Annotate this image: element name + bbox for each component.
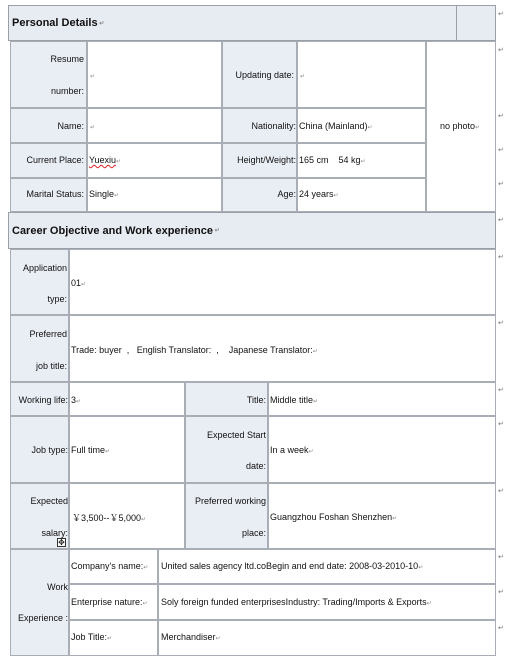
resume-label-line2: number:	[50, 86, 84, 96]
working-life-value-cell[interactable]	[69, 382, 185, 416]
application-value-cell[interactable]	[69, 249, 496, 315]
current-place-label: Current Place:	[26, 155, 84, 165]
row-end-mark: ↵	[498, 47, 504, 54]
personal-details-header: Personal Details ↵	[8, 5, 496, 41]
enterprise-value: Soly foreign funded enterprisesIndustry: Trading/Imports & Exports↵	[161, 597, 432, 607]
row-end-mark: ↵	[498, 488, 504, 495]
nationality-value: China (Mainland)↵	[299, 121, 373, 131]
work-exp-label-cell	[10, 549, 69, 656]
row-end-mark: ↵	[498, 113, 504, 120]
marital-value: Single↵	[89, 189, 120, 199]
work-exp-label-line2: Experience :	[17, 613, 68, 623]
row-end-mark: ↵	[498, 11, 504, 18]
working-life-value: 3↵	[71, 395, 82, 405]
job-title-value: Merchandiser↵	[161, 632, 221, 642]
row-end-mark: ↵	[498, 320, 504, 327]
updating-value-cell[interactable]	[297, 41, 426, 108]
age-value: 24 years↵	[299, 189, 339, 199]
row-end-mark: ↵	[498, 147, 504, 154]
row-end-mark: ↵	[498, 181, 504, 188]
age-label: Age:	[277, 189, 296, 199]
title-value: Middle title↵	[270, 395, 319, 405]
career-title: Career Objective and Work experience	[12, 224, 213, 237]
name-label: Name:	[57, 121, 84, 131]
pref-place-label-line1: Preferred working	[194, 496, 266, 506]
personal-details-title: Personal Details	[12, 17, 98, 29]
start-value: In a week↵	[270, 445, 314, 455]
salary-label-line2: salary:	[41, 528, 68, 538]
enterprise-label: Enterprise nature:↵	[71, 597, 148, 607]
row-end-mark: ↵	[498, 554, 504, 561]
photo-placeholder: no photo↵	[440, 121, 481, 131]
title-label: Title:	[246, 395, 266, 405]
start-label-line2: date:	[245, 461, 266, 471]
working-life-label: Working life:	[18, 395, 68, 405]
start-label-cell	[185, 416, 268, 483]
row-end-mark: ↵	[498, 421, 504, 428]
name-value-cell[interactable]	[87, 108, 222, 143]
current-place-value: Yuexiu↵	[89, 155, 122, 165]
work-exp-label-line1: Work	[47, 582, 68, 592]
pref-place-label-line2: place:	[241, 528, 266, 538]
table-move-handle-icon[interactable]: ✥	[58, 538, 65, 547]
header-divider	[456, 5, 457, 41]
application-label-cell	[10, 249, 69, 315]
row-end-mark: ↵	[498, 254, 504, 261]
pref-job-label-line2: job title:	[35, 361, 67, 371]
application-label-line2: type:	[47, 294, 67, 304]
row-end-mark: ↵	[498, 217, 504, 224]
pref-place-value: Guangzhou Foshan Shenzhen↵	[270, 512, 398, 522]
height-weight-value: 165 cm 54 kg↵	[299, 155, 366, 165]
updating-value: ↵	[300, 74, 306, 80]
nationality-label: Nationality:	[251, 121, 296, 131]
name-value: ↵	[90, 125, 96, 131]
pref-job-value: Trade: buyer , English Translator: , Japanese Translator:↵	[71, 345, 318, 355]
resume-value-cell[interactable]	[87, 41, 222, 108]
company-value: United sales agency ltd.coBegin and end date: 2008-03-2010-10↵	[161, 561, 424, 571]
row-end-mark: ↵	[498, 387, 504, 394]
career-header: Career Objective and Work experience ↵	[8, 212, 496, 249]
pref-place-label-cell	[185, 483, 268, 549]
pref-job-label-line1: Preferred	[29, 329, 67, 339]
start-label-line1: Expected Start	[206, 430, 266, 440]
job-type-value: Full time↵	[71, 445, 111, 455]
job-title-label: Job Title:↵	[71, 632, 113, 642]
height-weight-label: Height/Weight:	[237, 155, 296, 165]
salary-label-line1: Expected	[30, 496, 68, 506]
resume-label-line1: Resume	[50, 54, 84, 64]
salary-value: ￥3,500--￥5,000↵	[72, 513, 147, 523]
application-value: 01↵	[71, 278, 87, 288]
updating-label: Updating date:	[235, 70, 294, 80]
company-label: Company's name:↵	[71, 561, 149, 571]
marital-label: Marital Status:	[26, 189, 84, 199]
application-label-line1: Application	[22, 263, 67, 273]
row-end-mark: ↵	[498, 625, 504, 632]
resume-value: ↵	[90, 74, 96, 80]
row-end-mark: ↵	[498, 589, 504, 596]
job-type-label: Job type:	[31, 445, 68, 455]
resume-label-cell	[10, 41, 87, 108]
